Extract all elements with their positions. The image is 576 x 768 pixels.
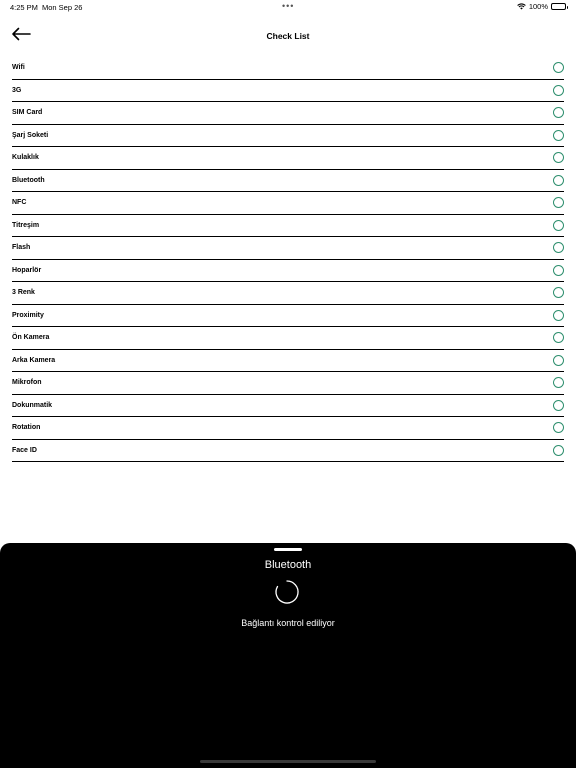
- list-item-label: Arka Kamera: [12, 356, 56, 364]
- status-bar: [0, 0, 576, 14]
- check-circle-icon[interactable]: [553, 220, 564, 231]
- check-circle-icon[interactable]: [553, 287, 564, 298]
- sheet-title: Bluetooth: [264, 559, 312, 571]
- list-item[interactable]: [12, 192, 564, 215]
- list-item-label: NFC: [12, 199, 27, 207]
- wifi-icon: [517, 3, 526, 10]
- list-item[interactable]: [12, 80, 564, 103]
- list-item[interactable]: [12, 417, 564, 440]
- list-item-label: Kulaklık: [12, 154, 39, 162]
- list-item-label: Rotation: [12, 424, 41, 432]
- list-item[interactable]: [12, 237, 564, 260]
- check-circle-icon[interactable]: [553, 445, 564, 456]
- check-circle-icon[interactable]: [553, 400, 564, 411]
- list-item[interactable]: [12, 305, 564, 328]
- list-item[interactable]: [12, 440, 564, 463]
- list-item[interactable]: [12, 282, 564, 305]
- status-date: Mon Sep 26: [42, 3, 83, 12]
- multitasking-dots-icon[interactable]: •••: [282, 1, 295, 11]
- list-item[interactable]: [12, 395, 564, 418]
- list-item-label: 3G: [12, 86, 22, 94]
- battery-icon: [551, 3, 566, 10]
- list-item[interactable]: [12, 350, 564, 373]
- check-circle-icon[interactable]: [553, 422, 564, 433]
- check-circle-icon[interactable]: [553, 355, 564, 366]
- check-circle-icon[interactable]: [553, 197, 564, 208]
- battery-percent: 100%: [528, 2, 548, 11]
- check-circle-icon[interactable]: [553, 377, 564, 388]
- status-time: 4:25 PM: [10, 3, 38, 12]
- list-item[interactable]: [12, 215, 564, 238]
- status-right: [517, 2, 566, 11]
- list-item[interactable]: [12, 102, 564, 125]
- list-item-label: Ön Kamera: [12, 334, 50, 342]
- list-item-label: Bluetooth: [12, 176, 45, 184]
- list-item-label: Proximity: [12, 311, 44, 319]
- list-item[interactable]: [12, 147, 564, 170]
- check-circle-icon[interactable]: [553, 175, 564, 186]
- list-item-label: Titreşim: [12, 221, 40, 229]
- check-circle-icon[interactable]: [553, 265, 564, 276]
- check-circle-icon[interactable]: [553, 310, 564, 321]
- list-item-label: Wifi: [12, 64, 25, 72]
- list-item-label: Flash: [12, 244, 31, 252]
- list-item[interactable]: [12, 327, 564, 350]
- sheet-status-text: Bağlantı kontrol ediliyor: [241, 618, 335, 628]
- list-item-label: Hoparlör: [12, 266, 42, 274]
- check-circle-icon[interactable]: [553, 107, 564, 118]
- list-item-label: Dokunmatik: [12, 401, 53, 409]
- list-item[interactable]: [12, 125, 564, 148]
- loading-spinner-icon: [274, 579, 300, 605]
- list-item[interactable]: [12, 372, 564, 395]
- list-item[interactable]: [12, 170, 564, 193]
- bottom-sheet: [0, 543, 576, 768]
- page-title: Check List: [266, 31, 310, 41]
- check-circle-icon[interactable]: [553, 152, 564, 163]
- check-list: [12, 57, 564, 462]
- list-item-label: Face ID: [12, 446, 37, 454]
- list-item-label: Şarj Soketi: [12, 131, 49, 139]
- list-item-label: SIM Card: [12, 109, 43, 117]
- list-item[interactable]: [12, 57, 564, 80]
- home-indicator[interactable]: [200, 760, 376, 763]
- check-circle-icon[interactable]: [553, 85, 564, 96]
- list-item[interactable]: [12, 260, 564, 283]
- list-item-label: Mikrofon: [12, 379, 42, 387]
- check-circle-icon[interactable]: [553, 130, 564, 141]
- sheet-grabber[interactable]: [274, 548, 302, 551]
- check-circle-icon[interactable]: [553, 62, 564, 73]
- check-circle-icon[interactable]: [553, 242, 564, 253]
- list-item-label: 3 Renk: [12, 289, 35, 297]
- check-circle-icon[interactable]: [553, 332, 564, 343]
